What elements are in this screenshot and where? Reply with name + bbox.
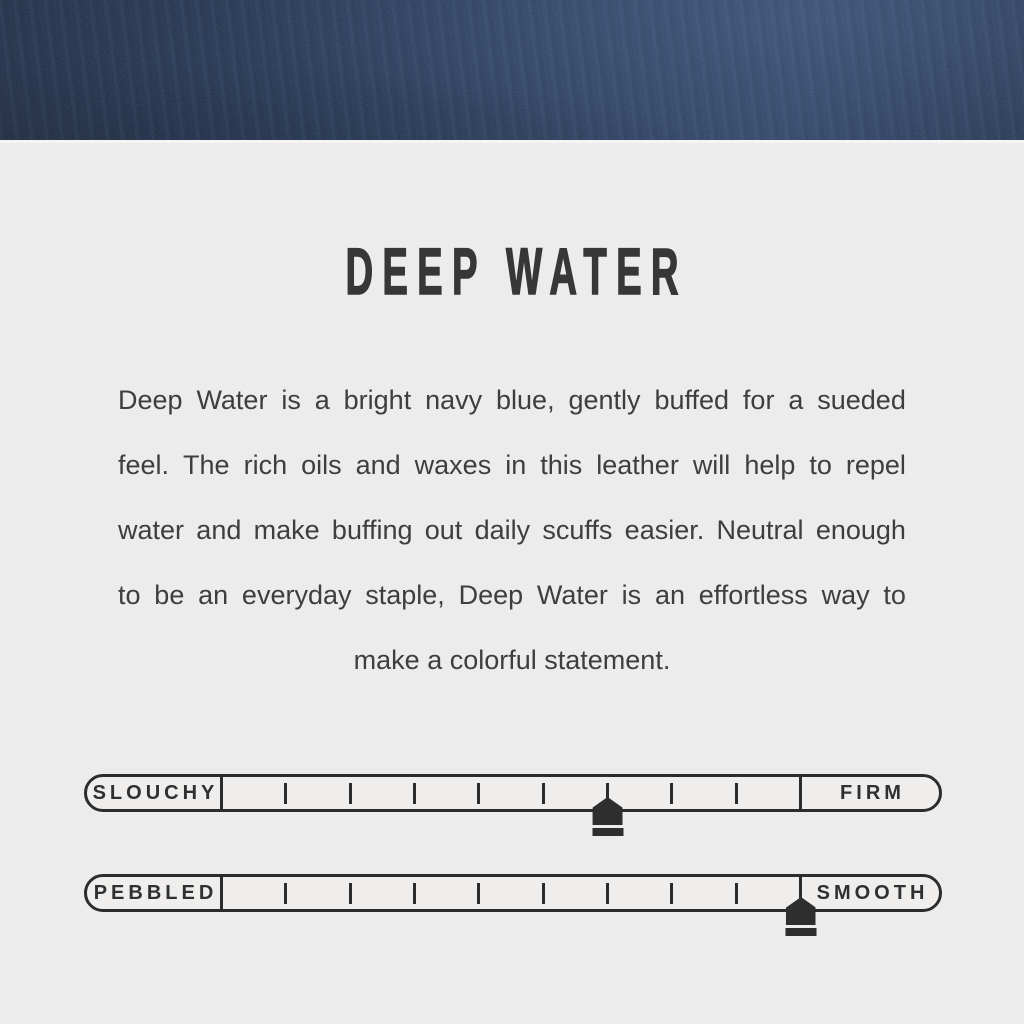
description-word: enough: [815, 515, 906, 545]
scale-tick: [670, 783, 673, 804]
scale-tick: [670, 883, 673, 904]
description-word: Deep: [118, 385, 183, 415]
scale-tick: [606, 883, 609, 904]
drape-scale-marker-icon: [592, 797, 623, 836]
description-word: Deep: [458, 580, 524, 610]
description-word: water: [118, 515, 185, 545]
grain-scale: [84, 874, 942, 912]
description-word: will: [692, 450, 731, 480]
description-word: staple,: [365, 580, 445, 610]
description-word: out: [424, 515, 463, 545]
marker-pointer-icon: [593, 797, 623, 825]
scale-tick: [413, 783, 416, 804]
description-word: The: [183, 450, 230, 480]
description-word: be: [154, 580, 185, 610]
description-word: gently: [568, 385, 641, 415]
marker-base-bar: [592, 828, 623, 836]
description-word: scuffs: [542, 515, 613, 545]
scale-tick: [284, 783, 287, 804]
description-line: [118, 563, 906, 628]
grain-scale-right-section: [799, 877, 939, 909]
description-word: and: [355, 450, 401, 480]
description-word: everyday: [241, 580, 352, 610]
description-word: help: [744, 450, 796, 480]
description-line: [118, 498, 906, 563]
leather-swatch-image: [0, 0, 1024, 140]
grain-scale-ticks: [223, 877, 799, 909]
drape-scale-ticks: [223, 777, 799, 809]
description-word: way: [821, 580, 870, 610]
description-word: is: [621, 580, 642, 610]
description-word: repel: [845, 450, 906, 480]
description-word: Neutral: [716, 515, 804, 545]
description-word: feel.: [118, 450, 170, 480]
description-word: sueded: [817, 385, 906, 415]
scale-tick: [349, 783, 352, 804]
description-word: oils: [301, 450, 342, 480]
scale-tick: [735, 783, 738, 804]
description-word: an: [198, 580, 229, 610]
color-description: [118, 368, 906, 693]
description-word: a: [788, 385, 804, 415]
description-word: to: [809, 450, 832, 480]
grain-scale-left-label: PEBBLED: [93, 881, 218, 904]
description-word: rich: [243, 450, 288, 480]
description-line: [118, 433, 906, 498]
description-word: buffed: [654, 385, 730, 415]
color-name-title: DEEP WATER: [345, 234, 688, 308]
description-word: leather: [596, 450, 679, 480]
scale-tick: [735, 883, 738, 904]
description-word: to: [118, 580, 141, 610]
leather-texture-grain: [0, 0, 1024, 140]
drape-scale-right-label: FIRM: [840, 781, 905, 804]
panel-top-edge: [0, 140, 1024, 143]
description-word: Water: [196, 385, 268, 415]
scale-tick: [477, 883, 480, 904]
drape-scale-left-label: SLOUCHY: [92, 781, 219, 804]
description-word: for: [742, 385, 775, 415]
description-word: easier.: [624, 515, 705, 545]
description-word: bright: [343, 385, 412, 415]
scale-tick: [284, 883, 287, 904]
description-word: waxes: [414, 450, 492, 480]
description-word: to: [883, 580, 906, 610]
description-word: daily: [474, 515, 531, 545]
description-word: buffing: [331, 515, 413, 545]
marker-pointer-icon: [786, 897, 816, 925]
description-line: [118, 368, 906, 433]
grain-scale-marker-icon: [785, 897, 816, 936]
drape-scale: [84, 774, 942, 812]
description-word: in: [505, 450, 527, 480]
grain-scale-right-label: SMOOTH: [816, 881, 929, 904]
scale-tick: [542, 783, 545, 804]
description-line: make a colorful statement.: [353, 645, 671, 675]
scale-tick: [477, 783, 480, 804]
description-word: blue,: [496, 385, 555, 415]
description-word: make: [253, 515, 320, 545]
drape-scale-right-section: [799, 777, 939, 809]
description-word: and: [196, 515, 242, 545]
description-word: Water: [536, 580, 608, 610]
description-word: a: [314, 385, 330, 415]
scale-tick: [349, 883, 352, 904]
scale-tick: [413, 883, 416, 904]
description-word: an: [654, 580, 685, 610]
drape-scale-left-section: [87, 777, 223, 809]
marker-base-bar: [785, 928, 816, 936]
description-word: this: [540, 450, 583, 480]
description-word: navy: [425, 385, 483, 415]
description-word: is: [281, 385, 301, 415]
scale-tick: [542, 883, 545, 904]
grain-scale-left-section: [87, 877, 223, 909]
description-word: effortless: [698, 580, 808, 610]
